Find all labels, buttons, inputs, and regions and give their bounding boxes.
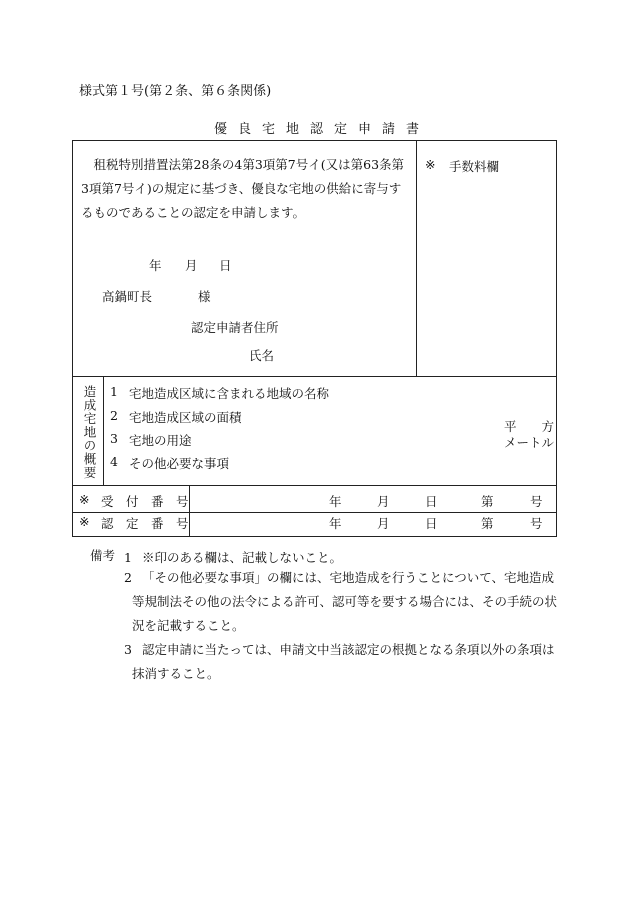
remarks-item-number: 3 bbox=[124, 642, 132, 657]
fee-mark: ※ bbox=[425, 157, 436, 172]
approval-day-label: 日 bbox=[425, 516, 438, 531]
divider-line bbox=[416, 141, 417, 376]
reception-dai-label: 第 bbox=[481, 494, 494, 509]
remarks-item-number: 2 bbox=[124, 570, 132, 585]
divider-line bbox=[73, 376, 556, 377]
application-form-table bbox=[72, 140, 557, 537]
remarks-item-text: ※印のある欄は、記載しないこと。 bbox=[142, 550, 343, 565]
application-statement bbox=[81, 153, 411, 225]
approval-dai-label: 第 bbox=[481, 516, 494, 531]
reception-mark: ※ bbox=[79, 492, 90, 507]
date-year-label: 年 bbox=[149, 258, 162, 273]
applicant-name-label: 氏名 bbox=[249, 348, 275, 363]
overview-item-number: 4 bbox=[110, 454, 118, 469]
remarks-item-number: 1 bbox=[124, 550, 132, 565]
divider-line bbox=[103, 376, 104, 485]
approval-month-label: 月 bbox=[377, 516, 390, 531]
overview-section-label: 造成宅地の概要 bbox=[82, 384, 97, 480]
page-title: 優良宅地認定申請書 bbox=[214, 122, 431, 137]
remarks-item-text: 「その他必要な事項」の欄には、宅地造成を行うことについて、宅地造成等規制法その他の法令による許可、認可等を要する場合には、その手続の状況を記載すること。 bbox=[132, 570, 558, 633]
approval-year-label: 年 bbox=[329, 516, 342, 531]
divider-line bbox=[189, 485, 190, 536]
overview-item-label: その他必要な事項 bbox=[129, 456, 230, 471]
divider-line bbox=[73, 485, 556, 486]
remarks-heading: 備考 bbox=[90, 548, 116, 563]
reception-number-label: 受 付 番 号 bbox=[101, 494, 189, 509]
addressee: 高鍋町長 bbox=[102, 289, 153, 304]
remarks-item bbox=[124, 566, 560, 638]
reception-month-label: 月 bbox=[377, 494, 390, 509]
reception-go-label: 号 bbox=[530, 494, 543, 509]
overview-item-number: 3 bbox=[110, 431, 118, 446]
overview-item-label: 宅地の用途 bbox=[129, 433, 192, 448]
application-body: 租税特別措置法第28条の4第3項第7号イ(又は第63条第3項第7号イ)の規定に基づき、優良な宅地の供給に寄与するものであることの認定を申請します。 bbox=[81, 157, 405, 220]
divider-line bbox=[73, 512, 556, 513]
overview-item-number: 1 bbox=[110, 384, 118, 399]
approval-go-label: 号 bbox=[530, 516, 543, 531]
area-unit-line1: 平 方 bbox=[504, 419, 555, 434]
form-number: 様式第１号(第２条、第６条関係) bbox=[79, 84, 272, 99]
reception-year-label: 年 bbox=[329, 494, 342, 509]
date-day-label: 日 bbox=[219, 258, 232, 273]
approval-mark: ※ bbox=[79, 514, 90, 529]
date-month-label: 月 bbox=[185, 258, 198, 273]
overview-item-label: 宅地造成区域に含まれる地域の名称 bbox=[129, 386, 330, 401]
honorific: 様 bbox=[198, 289, 211, 304]
applicant-address-label: 認定申請者住所 bbox=[191, 320, 279, 335]
approval-number-label: 認 定 番 号 bbox=[101, 516, 189, 531]
remarks-item-text: 認定申請に当たっては、申請文中当該認定の根拠となる条項以外の条項は抹消すること。 bbox=[132, 642, 555, 681]
area-unit-line2: メートル bbox=[504, 435, 555, 450]
overview-item-number: 2 bbox=[110, 408, 118, 423]
fee-column-label: 手数料欄 bbox=[449, 159, 500, 174]
overview-item-label: 宅地造成区域の面積 bbox=[129, 410, 242, 425]
reception-day-label: 日 bbox=[425, 494, 438, 509]
remarks-item bbox=[124, 638, 560, 686]
